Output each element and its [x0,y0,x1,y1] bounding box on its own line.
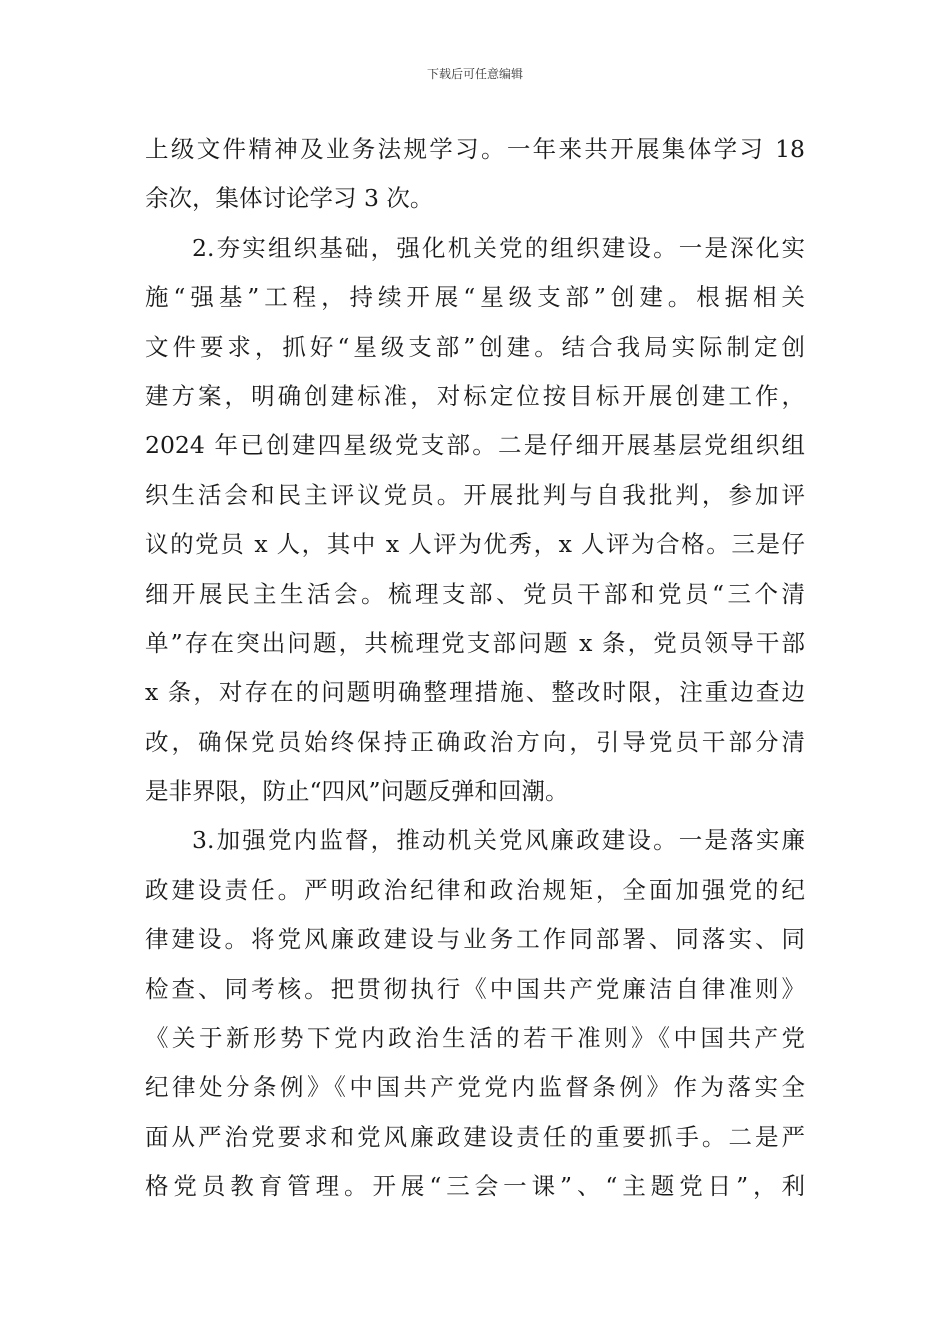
text-line: 检查、同考核。把贯彻执行《中国共产党廉洁自律准则》 [145,974,805,1003]
document-body [145,125,805,1212]
text-line: 议的党员 x 人，其中 x 人评为优秀，x 人评为合格。三是仔 [145,530,805,559]
text-line: 施“强基”工程，持续开展“星级支部”创建。根据相关 [145,283,805,312]
text-line: 面从严治党要求和党风廉政建设责任的重要抓手。二是严 [145,1122,805,1151]
text-line: 3.加强党内监督，推动机关党风廉政建设。一是落实廉 [192,826,805,855]
text-line: 格党员教育管理。开展“三会一课”、“主题党日”，利 [145,1172,805,1201]
text-line: 余次，集体讨论学习 3 次。 [145,184,434,213]
text-line: 政建设责任。严明政治纪律和政治规矩，全面加强党的纪 [145,875,805,904]
text-line: x 条，对存在的问题明确整理措施、整改时限，注重边查边 [145,678,805,707]
text-line: 2.夯实组织基础，强化机关党的组织建设。一是深化实 [192,233,805,262]
text-line: 建方案，明确创建标准，对标定位按目标开展创建工作， [145,381,805,410]
text-line: 纪律处分条例》《中国共产党党内监督条例》作为落实全 [145,1073,805,1102]
text-line: 文件要求，抓好“星级支部”创建。结合我局实际制定创 [145,332,805,361]
text-line: 上级文件精神及业务法规学习。一年来共开展集体学习 18 [145,135,805,163]
text-line: 织生活会和民主评议党员。开展批判与自我批判，参加评 [145,480,805,509]
paragraph-organization-building [145,224,805,817]
text-line: 是非界限，防止“四风”问题反弹和回潮。 [145,777,569,806]
paragraph-party-supervision [145,816,805,1211]
text-line: 改，确保党员始终保持正确政治方向，引导党员干部分清 [145,727,805,756]
text-line: 细开展民主生活会。梳理支部、党员干部和党员“三个清 [145,579,805,608]
page-header: 下载后可任意编辑 [426,67,523,81]
text-line: 律建设。将党风廉政建设与业务工作同部署、同落实、同 [145,925,805,954]
text-line: 2024 年已创建四星级党支部。二是仔细开展基层党组织组 [145,431,805,460]
text-line: 单”存在突出问题，共梳理党支部问题 x 条，党员领导干部 [145,628,805,657]
text-line: 《关于新形势下党内政治生活的若干准则》《中国共产党 [145,1024,805,1053]
paragraph-intro-continuation [145,125,805,224]
